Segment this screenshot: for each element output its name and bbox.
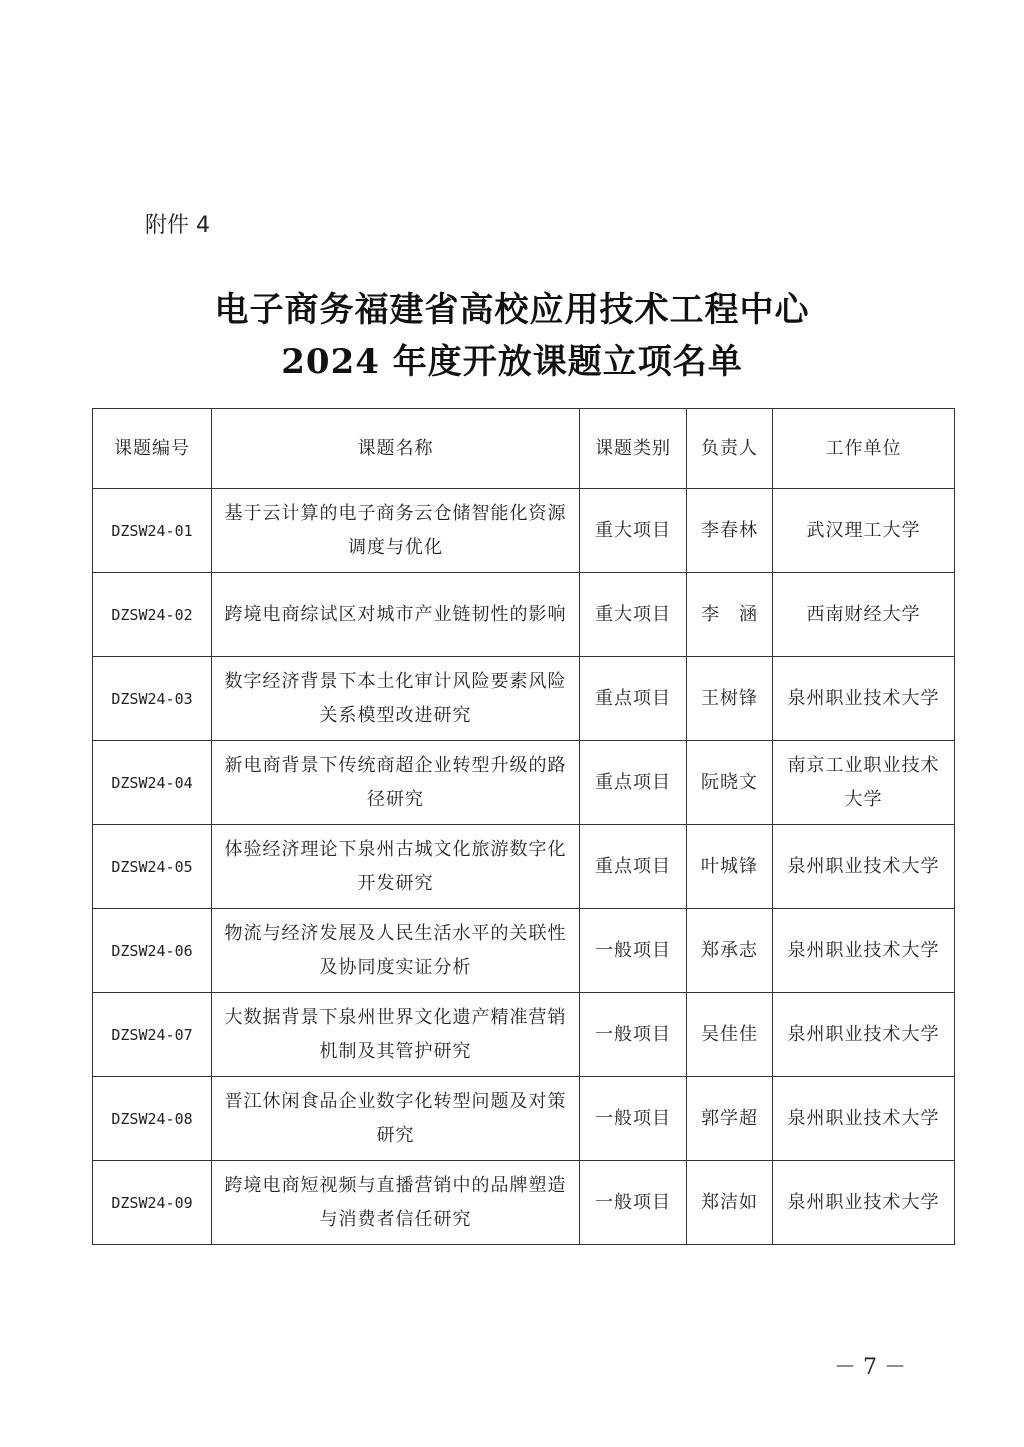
project-category-cell: 一般项目 xyxy=(580,1161,687,1245)
document-title-line-2: 2024 年度开放课题立项名单 xyxy=(281,342,743,382)
project-leader-cell: 郑承志 xyxy=(687,909,773,993)
project-name-cell: 跨境电商短视频与直播营销中的品牌塑造与消费者信任研究 xyxy=(212,1161,580,1245)
table-header-row xyxy=(93,409,955,489)
header-project-name: 课题名称 xyxy=(212,409,580,489)
project-leader-cell: 阮晓文 xyxy=(687,741,773,825)
header-work-unit: 工作单位 xyxy=(773,409,955,489)
work-unit-cell: 泉州职业技术大学 xyxy=(773,825,955,909)
project-name-cell: 新电商背景下传统商超企业转型升级的路径研究 xyxy=(212,741,580,825)
table-row xyxy=(93,909,955,993)
project-category-cell: 一般项目 xyxy=(580,1077,687,1161)
work-unit-cell: 泉州职业技术大学 xyxy=(773,993,955,1077)
project-category-cell: 重大项目 xyxy=(580,489,687,573)
project-name-cell: 体验经济理论下泉州古城文化旅游数字化开发研究 xyxy=(212,825,580,909)
table-row xyxy=(93,657,955,741)
project-leader-cell: 吴佳佳 xyxy=(687,993,773,1077)
document-title-line-1: 电子商务福建省高校应用技术工程中心 xyxy=(214,290,810,330)
project-code-cell: DZSW24-09 xyxy=(93,1161,212,1245)
project-category-cell: 一般项目 xyxy=(580,993,687,1077)
project-name-cell: 大数据背景下泉州世界文化遗产精准营销机制及其管护研究 xyxy=(212,993,580,1077)
project-roster-table xyxy=(92,408,955,1245)
project-code-cell: DZSW24-08 xyxy=(93,1077,212,1161)
project-name-cell: 晋江休闲食品企业数字化转型问题及对策研究 xyxy=(212,1077,580,1161)
header-project-category: 课题类别 xyxy=(580,409,687,489)
project-code-cell: DZSW24-07 xyxy=(93,993,212,1077)
project-code-cell: DZSW24-04 xyxy=(93,741,212,825)
project-leader-cell: 郭学超 xyxy=(687,1077,773,1161)
page-number-text: － 7 － xyxy=(834,1355,906,1380)
table-row xyxy=(93,489,955,573)
work-unit-cell: 西南财经大学 xyxy=(773,573,955,657)
work-unit-cell: 泉州职业技术大学 xyxy=(773,1161,955,1245)
work-unit-cell: 泉州职业技术大学 xyxy=(773,1077,955,1161)
project-category-cell: 重点项目 xyxy=(580,657,687,741)
project-leader-cell: 王树锋 xyxy=(687,657,773,741)
project-category-cell: 重点项目 xyxy=(580,741,687,825)
work-unit-cell: 泉州职业技术大学 xyxy=(773,657,955,741)
project-leader-cell: 李 涵 xyxy=(687,573,773,657)
project-code-cell: DZSW24-06 xyxy=(93,909,212,993)
table-row xyxy=(93,825,955,909)
attachment-label: 附件 4 xyxy=(145,213,210,238)
table-row xyxy=(93,993,955,1077)
project-code-cell: DZSW24-01 xyxy=(93,489,212,573)
table-row xyxy=(93,1077,955,1161)
project-name-cell: 数字经济背景下本土化审计风险要素风险关系模型改进研究 xyxy=(212,657,580,741)
project-category-cell: 一般项目 xyxy=(580,909,687,993)
work-unit-cell: 泉州职业技术大学 xyxy=(773,909,955,993)
table-row xyxy=(93,573,955,657)
project-name-cell: 跨境电商综试区对城市产业链韧性的影响 xyxy=(212,573,580,657)
project-leader-cell: 叶城锋 xyxy=(687,825,773,909)
work-unit-cell: 南京工业职业技术大学 xyxy=(773,741,955,825)
project-name-cell: 基于云计算的电子商务云仓储智能化资源调度与优化 xyxy=(212,489,580,573)
project-category-cell: 重大项目 xyxy=(580,573,687,657)
table-row xyxy=(93,1161,955,1245)
work-unit-cell: 武汉理工大学 xyxy=(773,489,955,573)
project-name-cell: 物流与经济发展及人民生活水平的关联性及协同度实证分析 xyxy=(212,909,580,993)
table-row xyxy=(93,741,955,825)
project-code-cell: DZSW24-03 xyxy=(93,657,212,741)
project-category-cell: 重点项目 xyxy=(580,825,687,909)
project-code-cell: DZSW24-02 xyxy=(93,573,212,657)
project-leader-cell: 郑洁如 xyxy=(687,1161,773,1245)
project-leader-cell: 李春林 xyxy=(687,489,773,573)
header-project-leader: 负责人 xyxy=(687,409,773,489)
project-code-cell: DZSW24-05 xyxy=(93,825,212,909)
header-project-code: 课题编号 xyxy=(93,409,212,489)
